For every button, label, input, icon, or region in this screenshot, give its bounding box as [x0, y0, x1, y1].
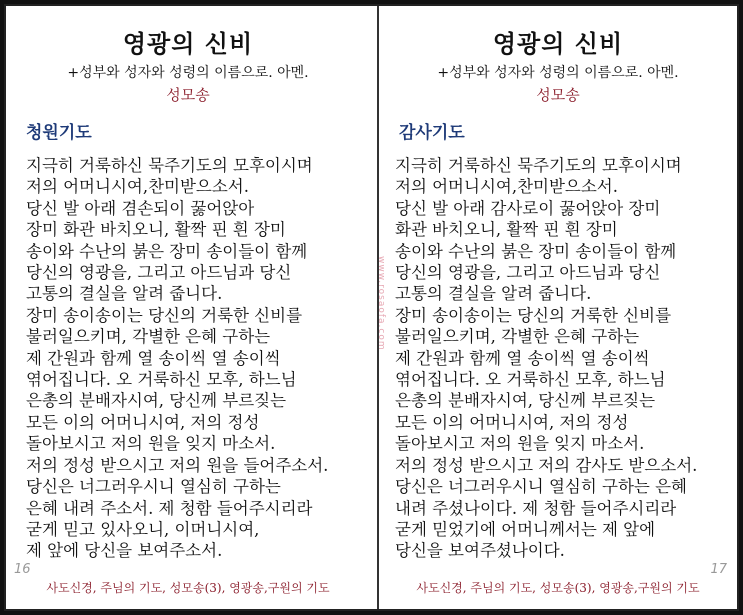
prayer-line: 저의 정성 받으시고 저의 원을 들어주소서. [26, 455, 329, 475]
prayer-line: 지극히 거룩하신 묵주기도의 모후이시며 [26, 156, 313, 175]
prayer-line: 은혜 내려 주소서. 제 청함 들어주시리라 [26, 498, 313, 518]
page-title: 영광의 신비 [492, 29, 624, 58]
prayer-line: 제 간원과 함께 열 송이씩 열 송이씩 [26, 348, 281, 368]
page-number: 17 [710, 562, 727, 577]
prayer-line: 장미 화관 바치오니, 활짝 핀 흰 장미 [26, 220, 286, 240]
book-spread [4, 4, 739, 611]
prayer-line: 당신 발 아래 감사로이 꿇어앉아 장미 [395, 198, 661, 218]
left-page [6, 6, 370, 609]
prayer-line: 당신은 너그러우시니 열심히 구하는 은혜 [395, 477, 687, 497]
prayer-line: 당신의 영광을, 그리고 아드님과 당신 [395, 263, 661, 283]
prayer-line: 저의 어머니시여,찬미받으소서. [395, 177, 618, 197]
prayer-line: 은총의 분배자시여, 당신께 부르짖는 [395, 391, 656, 411]
prayer-text [26, 155, 364, 562]
prayer-line: 모든 이의 어머니시여, 저의 정성 [395, 412, 629, 432]
prayer-line: 굳게 믿고 있사오니, 이머니시여, [26, 519, 260, 539]
opening-prayer: +성부와 성자와 성령의 이름으로. 아멘. [437, 65, 679, 81]
opening-prayer: +성부와 성자와 성령의 이름으로. 아멘. [67, 65, 309, 81]
page-footer: 사도신경, 주님의 기도, 성모송(3), 영광송,구원의 기도 [46, 581, 330, 595]
watermark: www.rosaofa.com [376, 256, 386, 351]
prayer-line: 불러일으키며, 각별한 은혜 구하는 [26, 327, 271, 347]
prayer-line: 고통의 결실을 알려 줍니다. [26, 284, 223, 304]
prayer-line: 화관 바치오니, 활짝 핀 흰 장미 [395, 220, 618, 240]
page-number: 16 [14, 562, 31, 577]
right-page [379, 6, 737, 609]
prayer-line: 송이와 수난의 붉은 장미 송이들이 함께 [26, 241, 308, 261]
page-title: 영광의 신비 [122, 29, 254, 58]
prayer-line: 고통의 결실을 알려 줍니다. [395, 284, 592, 304]
prayer-line: 내려 주셨나이다. 제 청함 들어주시리라 [395, 498, 677, 518]
prayer-line: 당신은 너그러우시니 열심히 구하는 [26, 477, 281, 497]
prayer-line: 돌아보시고 저의 원을 잊지 마소서. [26, 434, 276, 454]
mystery-label: 성모송 [536, 86, 580, 104]
prayer-line: 엮어집니다. 오 거룩하신 모후, 하느님 [26, 370, 297, 390]
prayer-line: 불러일으키며, 각별한 은혜 구하는 [395, 327, 640, 347]
prayer-heading: 감사기도 [399, 123, 465, 143]
prayer-line: 저의 정성 받으시고 저의 감사도 받으소서. [395, 455, 698, 475]
prayer-line: 송이와 수난의 붉은 장미 송이들이 함께 [395, 241, 677, 261]
prayer-line: 제 앞에 당신을 보여주소서. [26, 541, 223, 561]
prayer-line: 당신 발 아래 겸손되이 꿇어앉아 [26, 198, 255, 218]
prayer-line: 장미 송이송이는 당신의 거룩한 신비를 [395, 305, 672, 325]
prayer-line: 모든 이의 어머니시여, 저의 정성 [26, 412, 260, 432]
prayer-line: 저의 어머니시여,찬미받으소서. [26, 177, 249, 197]
prayer-text [395, 155, 731, 562]
prayer-line: 굳게 믿었기에 어머니께서는 제 앞에 [395, 519, 656, 539]
prayer-line: 당신을 보여주셨나이다. [395, 541, 565, 561]
mystery-label: 성모송 [166, 86, 210, 104]
prayer-heading: 청원기도 [26, 123, 92, 143]
prayer-line: 장미 송이송이는 당신의 거룩한 신비를 [26, 305, 303, 325]
prayer-line: 지극히 거룩하신 묵주기도의 모후이시며 [395, 156, 682, 175]
prayer-line: 은총의 분배자시여, 당신께 부르짖는 [26, 391, 287, 411]
prayer-line: 제 간원과 함께 열 송이씩 열 송이씩 [395, 348, 650, 368]
prayer-line: 돌아보시고 저의 원을 잊지 마소서. [395, 434, 645, 454]
page-footer: 사도신경, 주님의 기도, 성모송(3), 영광송,구원의 기도 [416, 581, 700, 595]
prayer-line: 당신의 영광을, 그리고 아드님과 당신 [26, 263, 292, 283]
prayer-line: 엮어집니다. 오 거룩하신 모후, 하느님 [395, 370, 666, 390]
